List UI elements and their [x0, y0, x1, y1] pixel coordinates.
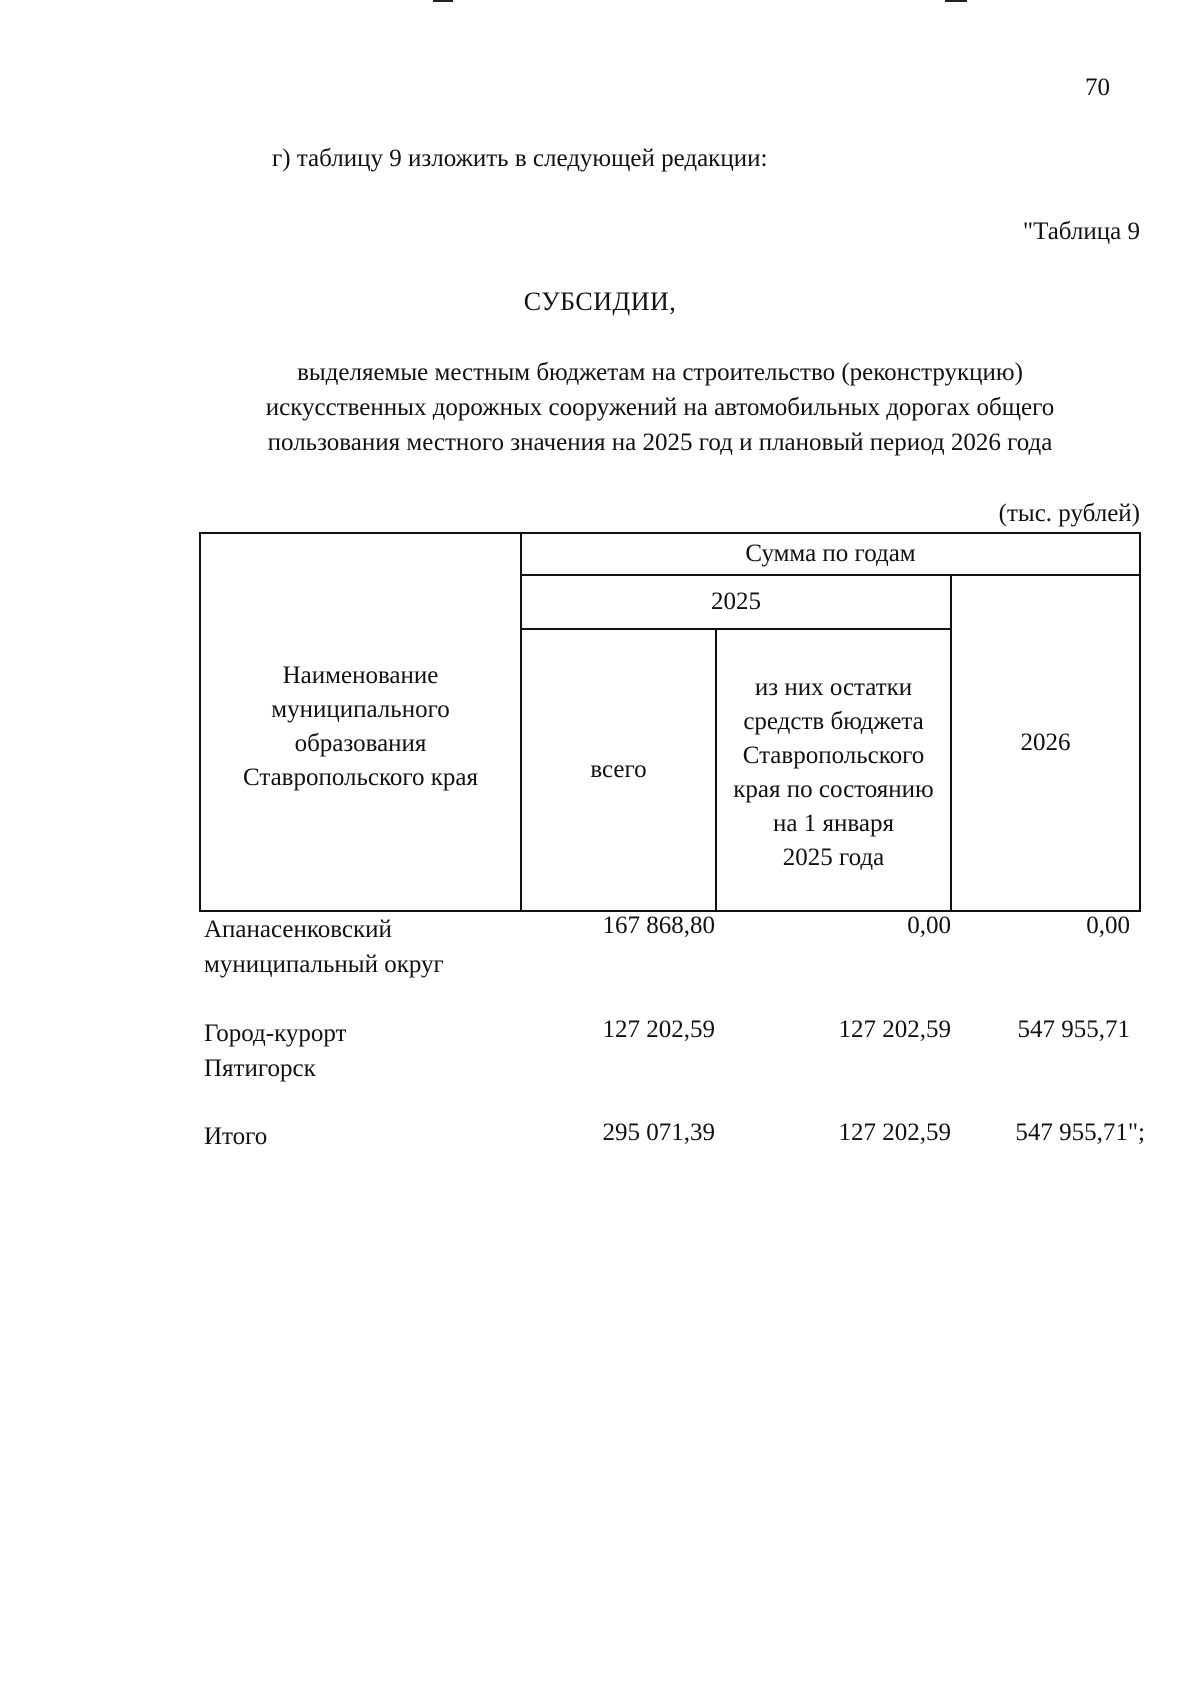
- table-row-name: [204, 912, 534, 982]
- intro-text: г) таблицу 9 изложить в следующей редакции:: [272, 145, 768, 172]
- header-name-line: образования: [294, 730, 427, 757]
- header-name-line: муниципального: [271, 696, 450, 723]
- page-number: 70: [1085, 74, 1110, 101]
- header-remainder-line: края по состоянию: [733, 776, 934, 803]
- header-year-2026: 2026: [951, 575, 1140, 911]
- total-cell-2026: 547 955,71";: [1015, 1119, 1145, 1146]
- header-remainder-line: 2025 года: [782, 844, 885, 871]
- header-remainder: [716, 629, 951, 911]
- header-name-line: Наименование: [282, 662, 439, 689]
- scan-mark: [433, 0, 453, 2]
- header-remainder-line: средств бюджета: [743, 708, 924, 735]
- table-cell-total-2025: 167 868,80: [602, 912, 715, 939]
- units-label: (тыс. рублей): [998, 500, 1140, 527]
- header-year-2025: 2025: [521, 575, 951, 629]
- document-subtitle: [200, 355, 1120, 460]
- subtitle-line: пользования местного значения на 2025 год и плановый период 2026 года: [267, 429, 1053, 456]
- total-row-label: Итого: [204, 1123, 268, 1150]
- table-cell-total-2025: 127 202,59: [602, 1016, 715, 1043]
- total-cell-2025: 295 071,39: [602, 1119, 715, 1146]
- header-remainder-line: из них остатки: [754, 674, 913, 701]
- table-label: "Таблица 9: [1022, 218, 1140, 245]
- row-name-line: Пятигорск: [204, 1055, 316, 1082]
- subtitle-line: искусственных дорожных сооружений на автомобильных дорогах общего: [265, 394, 1055, 421]
- table-cell-remainder-2025: 0,00: [907, 912, 951, 939]
- table-cell-2026: 547 955,71: [1017, 1016, 1130, 1043]
- table-header: [199, 532, 1141, 912]
- header-name-line: Ставропольского края: [243, 764, 478, 791]
- header-name-column: [200, 533, 521, 911]
- table-cell-2026: 0,00: [1086, 912, 1130, 939]
- row-name-line: муниципальный округ: [204, 951, 444, 978]
- table-cell-remainder-2025: 127 202,59: [838, 1016, 951, 1043]
- total-cell-remainder-2025: 127 202,59: [838, 1119, 951, 1146]
- subtitle-line: выделяемые местным бюджетам на строительство (реконструкцию): [297, 359, 1023, 386]
- header-sum-by-years: Сумма по годам: [521, 533, 1140, 575]
- header-total: всего: [521, 629, 716, 911]
- scan-mark: [945, 0, 967, 2]
- header-remainder-line: на 1 января: [773, 810, 894, 837]
- row-name-line: Апанасенковский: [204, 916, 392, 943]
- row-name-line: Город-курорт: [204, 1020, 347, 1047]
- header-remainder-line: Ставропольского: [742, 742, 925, 769]
- table-row-name: [204, 1016, 534, 1086]
- document-title: СУБСИДИИ,: [523, 287, 677, 316]
